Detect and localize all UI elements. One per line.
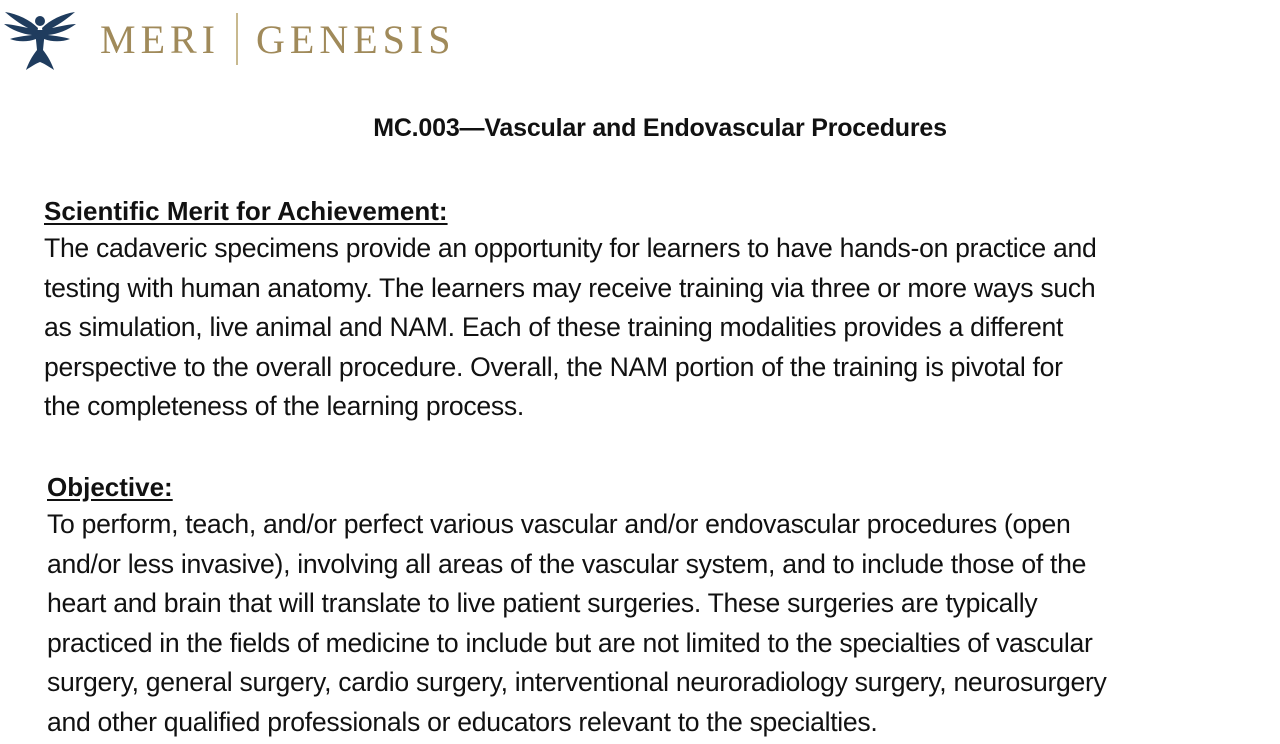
winged-emblem-icon bbox=[2, 6, 78, 72]
paragraph-line: the completeness of the learning process. bbox=[44, 391, 524, 422]
paragraph-line: surgery, general surgery, cardio surgery, interventional neuroradiology surgery, neurosurgery bbox=[47, 667, 1107, 698]
paragraph-line: and/or less invasive), involving all areas of the vascular system, and to include those of the bbox=[47, 548, 1087, 579]
paragraph-line: perspective to the overall procedure. Overall, the NAM portion of the training is pivotal for bbox=[44, 351, 1063, 382]
paragraph-line: testing with human anatomy. The learners may receive training via three or more ways such bbox=[44, 272, 1096, 303]
paragraph-line: practiced in the fields of medicine to include but are not limited to the specialties of vascular bbox=[47, 627, 1093, 658]
section-heading-scientific-merit: Scientific Merit for Achievement: bbox=[44, 196, 448, 226]
paragraph-line: and other qualified professionals or educators relevant to the specialties. bbox=[47, 706, 878, 737]
brand-name-left: MERI bbox=[100, 16, 220, 62]
brand-wordmark bbox=[100, 14, 455, 64]
paragraph-line: as simulation, live animal and NAM. Each of these training modalities provides a different bbox=[44, 312, 1064, 343]
document-title: MC.003—Vascular and Endovascular Procedures bbox=[373, 114, 947, 142]
page-header bbox=[0, 0, 1280, 80]
section-body-objective bbox=[47, 505, 1107, 743]
section-heading-objective: Objective: bbox=[47, 472, 173, 502]
brand-name-right: GENESIS bbox=[256, 16, 456, 62]
paragraph-line: The cadaveric specimens provide an opportunity for learners to have hands-on practice and bbox=[44, 233, 1097, 263]
brand-divider bbox=[236, 13, 238, 65]
paragraph-line: heart and brain that will translate to live patient surgeries. These surgeries are typically bbox=[47, 588, 1038, 619]
paragraph-line: To perform, teach, and/or perfect various vascular and/or endovascular procedures (open bbox=[47, 509, 1071, 539]
section-body-scientific-merit bbox=[44, 229, 1096, 427]
